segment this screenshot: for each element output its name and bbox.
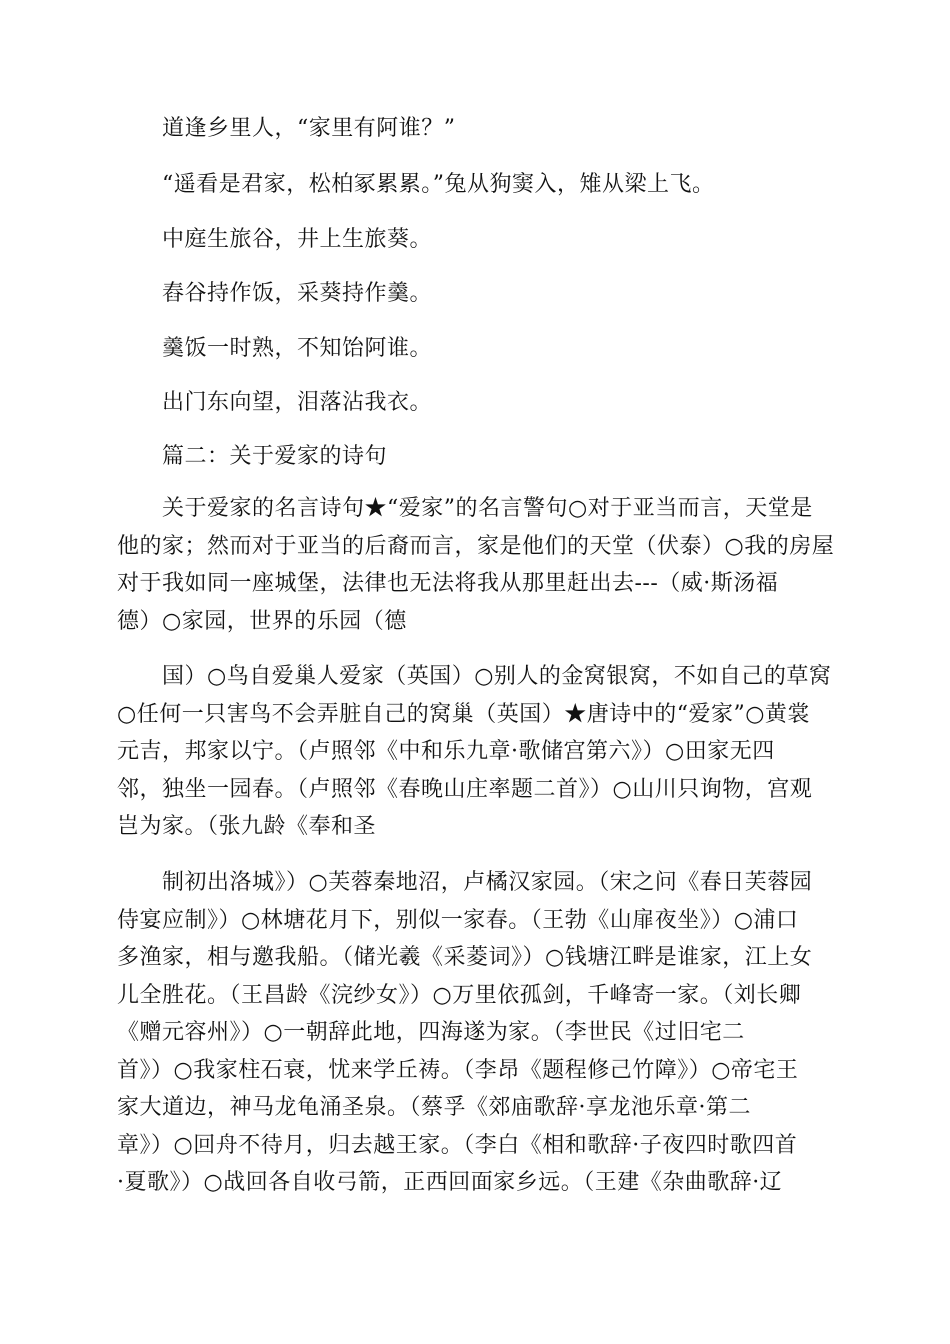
paragraph-line: 章》）○回舟不待月，归去越王家。（李白《相和歌辞·子夜四时歌四首 <box>117 1132 798 1158</box>
poem-line: 中庭生旅谷，井上生旅葵。 <box>162 227 433 252</box>
paragraph-line: 儿全胜花。（王昌龄《浣纱女》）○万里依孤剑，千峰寄一家。（刘长卿 <box>117 982 802 1008</box>
paragraph-line: 对于我如同一座城堡，法律也无法将我从那里赶出去---（威·斯汤福 <box>117 571 779 596</box>
paragraph-line: 家大道边，神马龙龟涌圣泉。（蔡孚《郊庙歌辞·享龙池乐章·第二 <box>117 1095 751 1120</box>
paragraph-line: 首》）○我家柱石衰，忧来学丘祷。（李昂《题程修己竹障》）○帝宅王 <box>117 1057 799 1083</box>
poem-line: 出门东向望，泪落沾我衣。 <box>162 390 433 415</box>
poem-line: “遥看是君家，松柏冢累累。”兔从狗窦入，雉从梁上飞。 <box>162 172 715 197</box>
paragraph-line: 德）○家园，世界的乐园（德 <box>117 608 407 634</box>
paragraph-line: 岂为家。（张九龄《奉和圣 <box>117 814 377 839</box>
paragraph-line: 《赠元容州》）○一朝辞此地，四海遂为家。（李世民《过旧宅二 <box>117 1020 745 1045</box>
paragraph-line: 制初出洛城》）○芙蓉秦地沼，卢橘汉家园。（宋之问《春日芙蓉园 <box>162 870 813 895</box>
paragraph-line: 关于爱家的名言诗句★“爱家”的名言警句○对于亚当而言，天堂是 <box>162 496 813 521</box>
poem-line: 舂谷持作饭，采葵持作羹。 <box>162 281 433 306</box>
body-paragraph <box>117 658 833 846</box>
paragraph-line: 侍宴应制》）○林塘花月下，别似一家春。（王勃《山扉夜坐》）○浦口 <box>117 907 799 933</box>
paragraph-line: 元吉，邦家以宁。（卢照邻《中和乐九章·歌储宫第六》）○田家无四 <box>117 739 775 764</box>
paragraph-line: 多渔家，相与邀我船。（储光羲《采菱词》）○钱塘江畔是谁家，江上女 <box>117 945 813 970</box>
body-paragraph <box>117 490 833 640</box>
poem-line: 羹饭一时熟，不知饴阿谁。 <box>162 336 433 361</box>
paragraph-line: ·夏歌》）○战回各自收弓箭，正西回面家乡远。（王建《杂曲歌辞·辽 <box>117 1170 783 1195</box>
poem-line: 道逢乡里人，“家里有阿谁？” <box>162 116 456 141</box>
paragraph-line: 他的家；然而对于亚当的后裔而言，家是他们的天堂（伏泰）○我的房屋 <box>117 533 835 559</box>
paragraph-line: 国）○鸟自爱巢人爱家（英国）○别人的金窝银窝，不如自己的草窝 <box>162 664 832 689</box>
paragraph-line: 邻，独坐一园春。（卢照邻《春晚山庄率题二首》）○山川只询物，宫观 <box>117 776 813 802</box>
paragraph-line: ○任何一只害鸟不会弄脏自己的窝巢（英国）★唐诗中的“爱家”○黄裳 <box>117 701 810 727</box>
section-heading: 篇二：关于爱家的诗句 <box>162 444 388 469</box>
body-paragraph <box>117 864 833 1202</box>
